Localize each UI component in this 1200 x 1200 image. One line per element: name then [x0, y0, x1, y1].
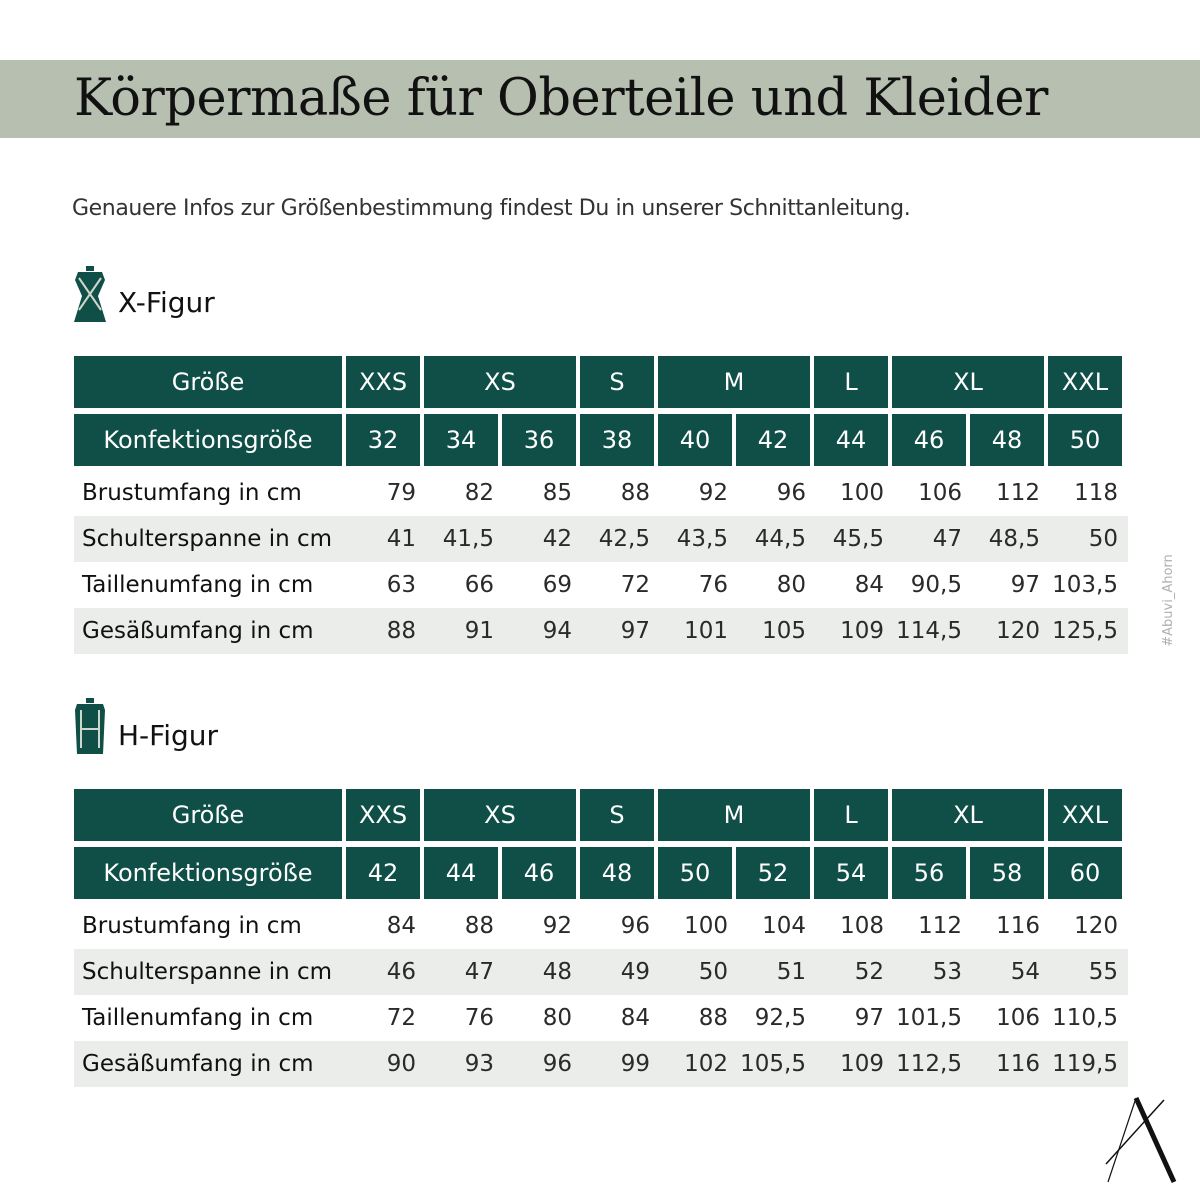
size-table-h-figur	[74, 789, 1128, 1087]
value-cell: 84	[620, 1005, 650, 1031]
value-cell: 47	[464, 959, 494, 985]
row-label: Gesäßumfang in cm	[82, 618, 314, 644]
value-cell: 116	[996, 1051, 1040, 1077]
measurement-row-schulterspanne	[74, 949, 1128, 995]
konfektion-cell: 56	[892, 847, 966, 899]
value-cell: 114,5	[896, 618, 962, 644]
value-cell: 48	[542, 959, 572, 985]
value-cell: 100	[840, 480, 884, 506]
size-cell: XS	[424, 789, 576, 841]
value-cell: 85	[542, 480, 572, 506]
x-figure-dress-form-icon	[72, 266, 108, 324]
row-label: Brustumfang in cm	[82, 913, 302, 939]
value-cell: 51	[776, 959, 806, 985]
value-cell: 55	[1088, 959, 1118, 985]
row-label: Taillenumfang in cm	[82, 1005, 314, 1031]
value-cell: 49	[620, 959, 650, 985]
measurement-row-taillenumfang	[74, 995, 1128, 1041]
value-cell: 119,5	[1052, 1051, 1118, 1077]
size-cell: XXS	[346, 356, 420, 408]
brand-logo-icon	[1096, 1094, 1180, 1186]
intro-text: Genauere Infos zur Größenbestimmung findest Du in unserer Schnittanleitung.	[72, 196, 911, 221]
konfektion-cell: 44	[814, 414, 888, 466]
value-cell: 79	[386, 480, 416, 506]
value-cell: 72	[620, 572, 650, 598]
value-cell: 80	[776, 572, 806, 598]
size-cell: XL	[892, 356, 1044, 408]
row-label: Schulterspanne in cm	[82, 526, 333, 552]
value-cell: 54	[1010, 959, 1040, 985]
konfektion-cell: 42	[346, 847, 420, 899]
value-cell: 103,5	[1052, 572, 1118, 598]
value-cell: 52	[854, 959, 884, 985]
value-cell: 104	[762, 913, 806, 939]
value-cell: 92,5	[754, 1005, 806, 1031]
konfektion-header-label: Konfektionsgröße	[74, 414, 342, 466]
size-cell: M	[658, 789, 810, 841]
value-cell: 106	[996, 1005, 1040, 1031]
value-cell: 42,5	[598, 526, 650, 552]
value-cell: 43,5	[676, 526, 728, 552]
value-cell: 112,5	[896, 1051, 962, 1077]
value-cell: 97	[1010, 572, 1040, 598]
size-cell: S	[580, 789, 654, 841]
value-cell: 72	[386, 1005, 416, 1031]
value-cell: 69	[542, 572, 572, 598]
konfektion-cell: 44	[424, 847, 498, 899]
value-cell: 94	[542, 618, 572, 644]
value-cell: 96	[620, 913, 650, 939]
size-cell: M	[658, 356, 810, 408]
value-cell: 50	[698, 959, 728, 985]
measurement-row-brustumfang	[74, 903, 1128, 949]
value-cell: 120	[996, 618, 1040, 644]
value-cell: 47	[932, 526, 962, 552]
value-cell: 84	[854, 572, 884, 598]
value-cell: 109	[840, 618, 884, 644]
value-cell: 118	[1074, 480, 1118, 506]
value-cell: 109	[840, 1051, 884, 1077]
measurement-row-gesaessumfang	[74, 1041, 1128, 1087]
value-cell: 112	[996, 480, 1040, 506]
value-cell: 63	[386, 572, 416, 598]
konfektion-header-label: Konfektionsgröße	[74, 847, 342, 899]
size-table-x-figur	[74, 356, 1128, 654]
size-cell: XXS	[346, 789, 420, 841]
value-cell: 41	[386, 526, 416, 552]
row-label: Schulterspanne in cm	[82, 959, 333, 985]
konfektion-cell: 46	[502, 847, 576, 899]
value-cell: 92	[698, 480, 728, 506]
value-cell: 97	[854, 1005, 884, 1031]
value-cell: 106	[918, 480, 962, 506]
konfektion-cell: 58	[970, 847, 1044, 899]
page-title: Körpermaße für Oberteile und Kleider	[74, 69, 1048, 128]
value-cell: 53	[932, 959, 962, 985]
value-cell: 88	[464, 913, 494, 939]
value-cell: 96	[776, 480, 806, 506]
konfektion-cell: 36	[502, 414, 576, 466]
size-cell: L	[814, 789, 888, 841]
row-label: Brustumfang in cm	[82, 480, 302, 506]
value-cell: 112	[918, 913, 962, 939]
section-title-h-figur: H-Figur	[118, 719, 219, 752]
konfektion-cell: 46	[892, 414, 966, 466]
value-cell: 80	[542, 1005, 572, 1031]
konfektion-cell: 40	[658, 414, 732, 466]
value-cell: 102	[684, 1051, 728, 1077]
konfektion-cell: 48	[580, 847, 654, 899]
value-cell: 108	[840, 913, 884, 939]
value-cell: 88	[698, 1005, 728, 1031]
value-cell: 91	[464, 618, 494, 644]
value-cell: 90	[386, 1051, 416, 1077]
konfektion-cell: 32	[346, 414, 420, 466]
value-cell: 120	[1074, 913, 1118, 939]
size-cell: S	[580, 356, 654, 408]
value-cell: 88	[386, 618, 416, 644]
value-cell: 125,5	[1052, 618, 1118, 644]
value-cell: 66	[464, 572, 494, 598]
value-cell: 50	[1088, 526, 1118, 552]
hashtag-watermark	[1158, 540, 1178, 660]
konfektion-cell: 38	[580, 414, 654, 466]
value-cell: 44,5	[754, 526, 806, 552]
hashtag-text: #Abuvi_Ahorn	[1160, 553, 1176, 647]
value-cell: 100	[684, 913, 728, 939]
konfektion-cell: 50	[1048, 414, 1122, 466]
value-cell: 88	[620, 480, 650, 506]
konfektion-cell: 34	[424, 414, 498, 466]
h-figure-dress-form-icon	[72, 698, 108, 756]
size-cell: XXL	[1048, 356, 1122, 408]
value-cell: 92	[542, 913, 572, 939]
measurement-row-brustumfang	[74, 470, 1128, 516]
size-cell: L	[814, 356, 888, 408]
size-cell: XXL	[1048, 789, 1122, 841]
measurement-row-gesaessumfang	[74, 608, 1128, 654]
konfektion-cell: 54	[814, 847, 888, 899]
size-header-label: Größe	[74, 356, 342, 408]
value-cell: 110,5	[1052, 1005, 1118, 1031]
size-cell: XL	[892, 789, 1044, 841]
konfektion-cell: 50	[658, 847, 732, 899]
value-cell: 82	[464, 480, 494, 506]
value-cell: 99	[620, 1051, 650, 1077]
konfektion-cell: 42	[736, 414, 810, 466]
value-cell: 97	[620, 618, 650, 644]
section-title-x-figur: X-Figur	[118, 286, 215, 319]
konfektion-cell: 48	[970, 414, 1044, 466]
size-cell: XS	[424, 356, 576, 408]
value-cell: 76	[698, 572, 728, 598]
row-label: Taillenumfang in cm	[82, 572, 314, 598]
value-cell: 48,5	[988, 526, 1040, 552]
value-cell: 45,5	[832, 526, 884, 552]
value-cell: 93	[464, 1051, 494, 1077]
row-label: Gesäßumfang in cm	[82, 1051, 314, 1077]
value-cell: 84	[386, 913, 416, 939]
value-cell: 42	[542, 526, 572, 552]
value-cell: 76	[464, 1005, 494, 1031]
value-cell: 41,5	[442, 526, 494, 552]
measurement-row-schulterspanne	[74, 516, 1128, 562]
value-cell: 96	[542, 1051, 572, 1077]
value-cell: 46	[386, 959, 416, 985]
value-cell: 105,5	[740, 1051, 806, 1077]
value-cell: 116	[996, 913, 1040, 939]
measurement-row-taillenumfang	[74, 562, 1128, 608]
value-cell: 101	[684, 618, 728, 644]
value-cell: 105	[762, 618, 806, 644]
konfektion-cell: 52	[736, 847, 810, 899]
size-header-label: Größe	[74, 789, 342, 841]
value-cell: 90,5	[910, 572, 962, 598]
value-cell: 101,5	[896, 1005, 962, 1031]
konfektion-cell: 60	[1048, 847, 1122, 899]
